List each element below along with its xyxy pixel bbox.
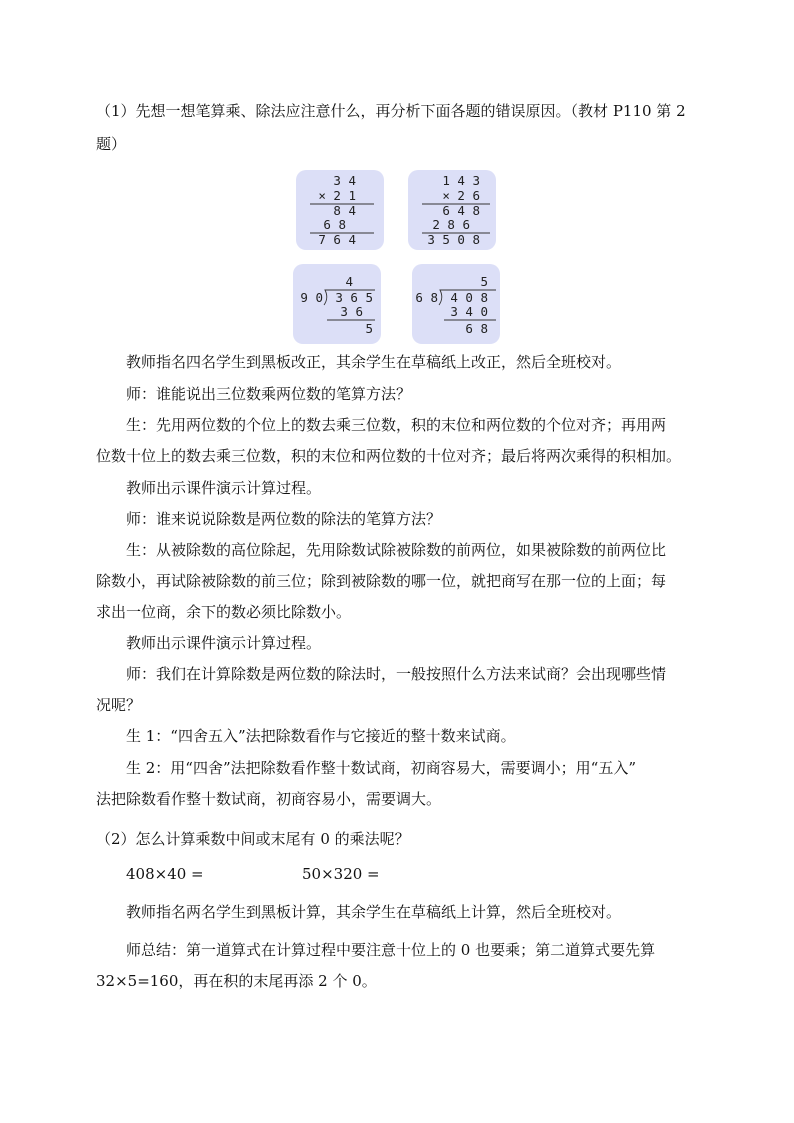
mul2-top: 1 4 3 (442, 173, 480, 188)
card-multiplication-1 (296, 170, 384, 250)
text-line-5: 生：先用两位数的个位上的数去乘三位数，积的末位和两位数的个位对齐；再用两 (126, 416, 667, 434)
div1-divisor: 9 0 (300, 290, 323, 305)
text-line-4: 师：谁能说出三位数乘两位数的笔算方法？ (126, 385, 412, 403)
card-division-1 (293, 264, 381, 344)
mul2-result: 3 5 0 8 (427, 232, 480, 247)
text-line-2: 题） (96, 135, 127, 153)
div1-dividend: 3 6 5 (335, 290, 373, 305)
text-line-14: 况呢？ (96, 696, 142, 714)
text-line-11: 求出一位商，余下的数必须比除数小。 (96, 603, 352, 621)
mul1-top: 3 4 (333, 173, 356, 188)
text-line-7: 教师出示课件演示计算过程。 (126, 479, 322, 497)
text-line-19: 教师指名两名学生到黑板计算，其余学生在草稿纸上计算，然后全班校对。 (126, 903, 622, 921)
div2-quotient: 5 (480, 274, 488, 289)
mul2-partial-1: 6 4 8 (442, 203, 480, 218)
div1-remainder: 5 (365, 321, 373, 336)
div2-dividend: 4 0 8 (450, 290, 488, 305)
div2-remainder: 6 8 (465, 321, 488, 336)
text-line-17: 法把除数看作整十数试商，初商容易小，需要调大。 (96, 790, 442, 808)
mul2-multiplier: × 2 6 (442, 188, 480, 203)
text-line-10: 除数小，再试除被除数的前三位；除到被除数的哪一位，就把商写在那一位的上面；每 (96, 572, 667, 590)
text-line-20: 师总结：第一道算式在计算过程中要注意十位上的 0 也要乘；第二道算式要先算 (126, 941, 656, 959)
mul1-multiplier: × 2 1 (318, 188, 356, 203)
text-line-13: 师：我们在计算除数是两位数的除法时，一般按照什么方法来试商？会出现哪些情 (126, 665, 667, 683)
text-line-8: 师：谁来说说除数是两位数的除法的笔算方法？ (126, 510, 442, 528)
mul1-result: 7 6 4 (318, 232, 356, 247)
div2-divisor: 6 8 (415, 290, 438, 305)
card-multiplication-2 (408, 170, 496, 250)
equation-1: 408×40 = (126, 865, 204, 883)
div1-quotient: 4 (345, 274, 353, 289)
text-line-12: 教师出示课件演示计算过程。 (126, 634, 322, 652)
text-line-15: 生 1：“四舍五入”法把除数看作与它接近的整十数来试商。 (126, 727, 516, 745)
text-line-9: 生：从被除数的高位除起，先用除数试除被除数的前两位，如果被除数的前两位比 (126, 541, 667, 559)
text-line-6: 位数十位上的数去乘三位数，积的末位和两位数的十位对齐；最后将两次乘得的积相加。 (96, 447, 682, 465)
equation-2: 50×320 = (302, 865, 380, 883)
text-line-1: （1）先想一想笔算乘、除法应注意什么，再分析下面各题的错误原因。（教材 P110 第 2 (96, 102, 686, 120)
div1-subtract: 3 6 (340, 304, 363, 319)
card-division-2 (412, 264, 500, 344)
text-line-16: 生 2：用“四舍”法把除数看作整十数试商，初商容易大，需要调小；用“五入” (126, 759, 636, 777)
mul1-partial-1: 8 4 (333, 203, 356, 218)
text-line-21: 32×5=160，再在积的末尾再添 2 个 0。 (96, 972, 377, 990)
mul2-partial-2: 2 8 6 (432, 217, 470, 232)
text-line-18: （2）怎么计算乘数中间或末尾有 0 的乘法呢？ (96, 830, 410, 848)
div2-subtract: 3 4 0 (450, 304, 488, 319)
mul1-partial-2: 6 8 (323, 217, 346, 232)
text-line-3: 教师指名四名学生到黑板改正，其余学生在草稿纸上改正，然后全班校对。 (126, 353, 622, 371)
